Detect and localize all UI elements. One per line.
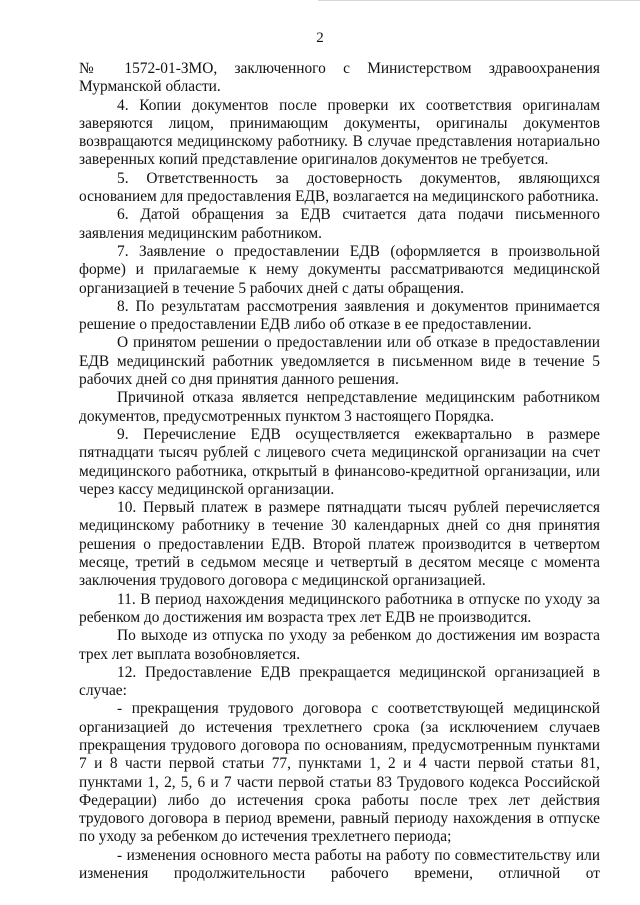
paragraph-item-6: 6. Датой обращения за ЕДВ считается дата подачи письменного заявления медицинским работником.	[79, 206, 600, 242]
document-body	[79, 60, 600, 883]
paragraph-item-12: 12. Предоставление ЕДВ прекращается медицинской организацией в случае:	[79, 663, 600, 700]
scan-edge-line	[318, 0, 640, 1]
paragraph-continuation: № 1572-01-ЗМО, заключенного с Министерством здравоохранения Мурманской области.	[79, 60, 600, 96]
paragraph-item-8: 8. По результатам рассмотрения заявления и документов принимается решение о предоставлении ЕДВ либо об отказе в ее предоставлении.	[79, 297, 600, 334]
paragraph-termination-contract: - прекращения трудового договора с соответствующей медицинской организацией до истечения трехлетнего срока (за исключением случаев прекращения трудового договора по основаниям, предусмотренным пунктами 7 и 8 части первой статьи 77, пунктами 1, 2 и 4 части первой статьи 81, пунктами 1, 2, 5, 6 и 7 части первой статьи 83 Трудового кодекса Российской Федерации) либо до истечения срока работы после трех лет действия трудового договора в период времени, равный периоду нахождения в отпуске по уходу за ребенком до истечения трехлетнего периода;	[79, 700, 600, 846]
paragraph-termination-change: - изменения основного места работы на работу по совместительству или изменения продолжительности рабочего времени, отличной от	[79, 846, 600, 883]
paragraph-item-11: 11. В период нахождения медицинского работника в отпуске по уходу за ребенком до достижения им возраста трех лет ЕДВ не производится.	[79, 590, 600, 626]
paragraph-decision-notice: О принятом решении о предоставлении или об отказе в предоставлении ЕДВ медицинский работник уведомляется в письменном виде в течение 5 рабочих дней со дня принятия данного решения.	[79, 334, 600, 389]
paragraph-item-7: 7. Заявление о предоставлении ЕДВ (оформляется в произвольной форме) и прилагаемые к нему документы рассматриваются медицинской организацией в течение 5 рабочих дней с даты обращения.	[79, 242, 600, 297]
paragraph-item-10: 10. Первый платеж в размере пятнадцати тысяч рублей перечисляется медицинскому работнику в течение 30 календарных дней со дня принятия решения о предоставлении ЕДВ. Второй платеж производится в четвертом месяце, третий в седьмом месяце и четвертый в десятом месяце с момента заключения трудового договора с медицинской организацией.	[79, 499, 600, 590]
paragraph-item-9: 9. Перечисление ЕДВ осуществляется ежеквартально в размере пятнадцати тысяч рублей с лицевого счета медицинской организации на счет медицинского работника, открытый в финансово-кредитной организации, или через кассу медицинской организации.	[79, 425, 600, 498]
paragraph-item-5: 5. Ответственность за достоверность документов, являющихся основанием для предоставления ЕДВ, возлагается на медицинского работника.	[79, 169, 600, 206]
paragraph-resume-payment: По выходе из отпуска по уходу за ребенком до достижения им возраста трех лет выплата возобновляется.	[79, 627, 600, 663]
paragraph-refusal-reason: Причиной отказа является непредставление медицинским работником документов, предусмотренных пунктом 3 настоящего Порядка.	[79, 389, 600, 425]
page-number: 2	[316, 30, 324, 46]
paragraph-item-4: 4. Копии документов после проверки их соответствия оригиналам заверяются лицом, принимающим документы, оригиналы документов возвращаются медицинскому работнику. В случае представления нотариально заверенных копий представление оригиналов документов не требуется.	[79, 96, 600, 169]
